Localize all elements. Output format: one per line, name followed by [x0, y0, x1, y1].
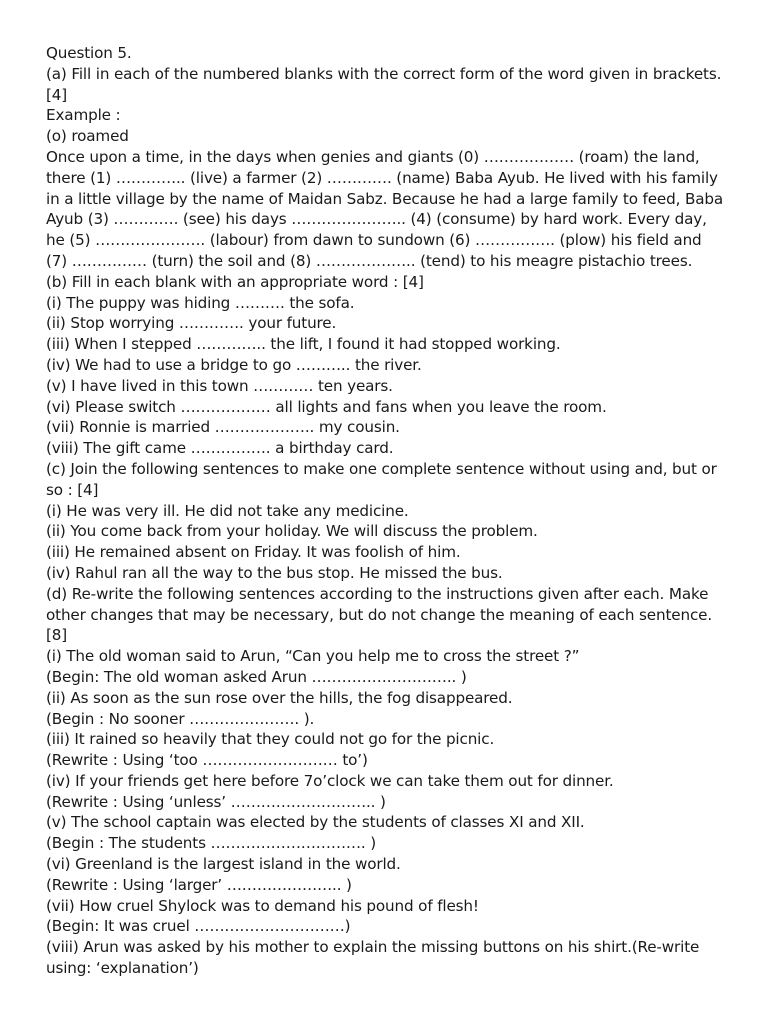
section-b-item-v: (v) I have lived in this town ………… ten years.: [46, 376, 393, 395]
section-d-item-iv-hint: (Rewrite : Using ‘unless’ ……………………….. ): [46, 792, 386, 811]
section-d-item-ii-hint: (Begin : No sooner …………………. ).: [46, 709, 315, 728]
section-b-item-ii: (ii) Stop worrying …………. your future.: [46, 314, 337, 333]
section-d-item-v: (v) The school captain was elected by the students of classes XI and XII.: [46, 813, 585, 832]
section-d-instruction: (d) Re-write the following sentences according to the instructions given after each. Make other changes that may be necessary, but do not change the meaning of each sentence. [8]: [46, 584, 713, 645]
section-b-item-vii: (vii) Ronnie is married ……………….. my cousin.: [46, 418, 400, 437]
section-d-item-vii-hint: (Begin: It was cruel …………………………): [46, 917, 351, 936]
section-d-item-iv: (iv) If your friends get here before 7o’clock we can take them out for dinner.: [46, 771, 614, 790]
example-label: Example :: [46, 106, 121, 125]
document-page: [46, 43, 726, 979]
section-c-item-iii: (iii) He remained absent on Friday. It was foolish of him.: [46, 543, 461, 562]
section-d-item-vi-hint: (Rewrite : Using ‘larger’ ………………….. ): [46, 875, 352, 894]
question-heading: Question 5.: [46, 44, 132, 62]
section-b-item-viii: (viii) The gift came ……………. a birthday card.: [46, 439, 394, 458]
section-d-item-vii: (vii) How cruel Shylock was to demand his pound of flesh!: [46, 896, 479, 915]
section-d-item-i-hint: (Begin: The old woman asked Arun ……………………….. ): [46, 667, 467, 686]
section-c-item-iv: (iv) Rahul ran all the way to the bus stop. He missed the bus.: [46, 563, 503, 582]
section-c-instruction: (c) Join the following sentences to make one complete sentence without using and, but or so : [4]: [46, 459, 717, 499]
section-b-instruction: (b) Fill in each blank with an appropriate word : [4]: [46, 272, 424, 291]
section-b-item-iii: (iii) When I stepped ………….. the lift, I found it had stopped working.: [46, 335, 561, 354]
section-d-item-vi: (vi) Greenland is the largest island in the world.: [46, 855, 401, 874]
example-answer: (o) roamed: [46, 127, 129, 146]
section-d-item-i: (i) The old woman said to Arun, “Can you help me to cross the street ?”: [46, 647, 580, 666]
section-c-item-ii: (ii) You come back from your holiday. We will discuss the problem.: [46, 522, 538, 541]
section-d-item-iii: (iii) It rained so heavily that they could not go for the picnic.: [46, 730, 495, 749]
section-b-item-vi: (vi) Please switch ……………… all lights and fans when you leave the room.: [46, 397, 607, 416]
passage-paragraph: Once upon a time, in the days when genies and giants (0) ……………… (roam) the land, there (1) ………….. (live) a farmer (2) …………. (name) Baba Ayub. He lived with his family in a little village by the name of Maidan Sabz. Because he had a large family to feed, Baba Ayub (3) …………. (see) his days ………………….. (4) (consume) by hard work. Every day, he (5) …………………. (labour) from dawn to sundown (6) ……………. (plow) his field and (7) …………… (turn) the soil and (8) ……………….. (tend) to his meagre pistachio trees.: [46, 147, 724, 270]
section-d-item-v-hint: (Begin : The students …………………………. ): [46, 834, 377, 853]
section-d-item-viii: (viii) Arun was asked by his mother to explain the missing buttons on his shirt.(Re-write using: ‘explanation’): [46, 938, 700, 978]
section-a-instruction: (a) Fill in each of the numbered blanks with the correct form of the word given in brackets. [4]: [46, 64, 722, 104]
section-d-item-iii-hint: (Rewrite : Using ‘too ……………………… to’): [46, 751, 368, 770]
section-c-item-i: (i) He was very ill. He did not take any medicine.: [46, 501, 409, 520]
section-b-item-iv: (iv) We had to use a bridge to go ……….. the river.: [46, 355, 422, 374]
section-d-item-ii: (ii) As soon as the sun rose over the hills, the fog disappeared.: [46, 688, 513, 707]
section-b-item-i: (i) The puppy was hiding ………. the sofa.: [46, 293, 355, 312]
